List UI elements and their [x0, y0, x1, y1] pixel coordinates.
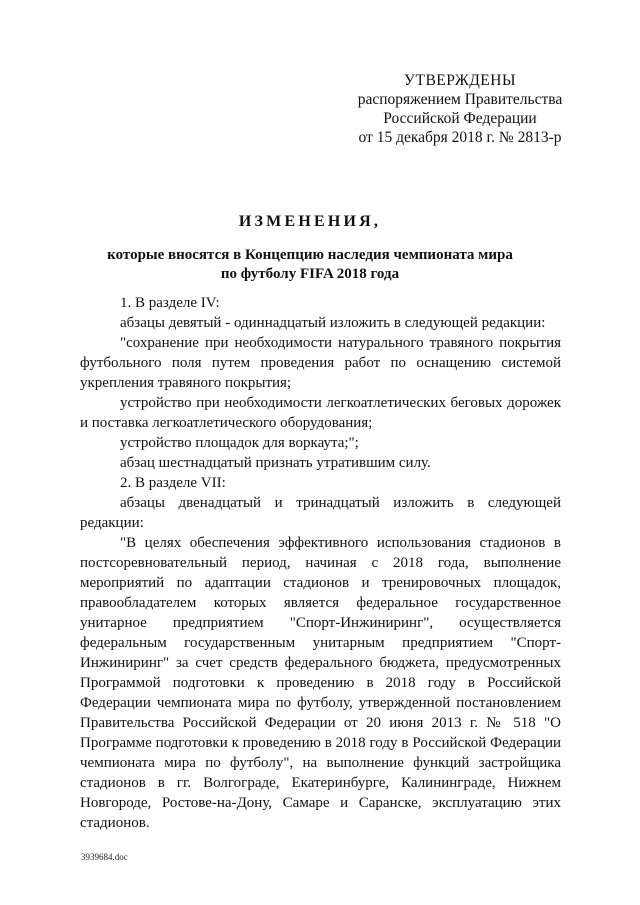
paragraph-section-7: 2. В разделе VII:	[120, 475, 226, 491]
paragraph-section-4: 1. В разделе IV:	[120, 295, 220, 311]
document-subtitle-line-1: которые вносятся в Концепцию наследия чемпионата мира	[107, 247, 513, 263]
document-heading: ИЗМЕНЕНИЯ,	[238, 213, 382, 230]
paragraph: абзацы двенадцатый и тринадцатый изложить в следующей редакции:	[80, 495, 561, 531]
document-subtitle-line-2: по футболу FIFA 2018 года	[220, 266, 400, 282]
paragraph: абзац шестнадцатый признать утратившим силу.	[120, 455, 431, 471]
paragraph: "В целях обеспечения эффективного использования стадионов в постсоревновательный период, начиная с 2018 года, выполнение мероприятий по адаптации стадионов и тренировочных площадок, правообладателем которых является федеральное государственное унитарное предприятием "Спорт-Инжиниринг", осуществляется федеральным государственным унитарным предприятием "Спорт-Инжиниринг" за счет средств федерального бюджета, предусмотренных Программой подготовки к проведению в 2018 году в Российской Федерации чемпионата мира по футболу, утвержденной постановлением Правительства Российской Федерации от 20 июня 2013 г. № 518 "О Программе подготовки к проведению в 2018 году в Российской Федерации чемпионата мира по футболу", на выполнение функций застройщика стадионов в гг. Волгограде, Екатеринбурге, Калининграде, Нижнем Новгороде, Ростове-на-Дону, Самаре и Саранске, эксплуатацию этих стадионов.	[80, 535, 561, 831]
paragraph: устройство площадок для воркаута;";	[120, 435, 359, 451]
approval-stamp	[340, 71, 580, 147]
paragraph: абзацы девятый - одиннадцатый изложить в следующей редакции:	[120, 315, 546, 331]
approval-line-date: от 15 декабря 2018 г. № 2813-р	[358, 129, 562, 146]
approval-title: УТВЕРЖДЕНЫ	[404, 72, 516, 89]
approval-line-authority: распоряжением Правительства	[357, 91, 563, 108]
file-name-footer: 3939684.doc	[81, 852, 128, 862]
paragraph: "сохранение при необходимости натурального травяного покрытия футбольного поля путем проведения работ по оснащению системой укрепления травяного покрытия;	[80, 335, 561, 391]
paragraph: устройство при необходимости легкоатлетических беговых дорожек и поставка легкоатлетического оборудования;	[80, 395, 561, 431]
document-body	[80, 293, 561, 833]
title-block	[60, 212, 560, 284]
approval-line-country: Российской Федерации	[383, 110, 537, 127]
